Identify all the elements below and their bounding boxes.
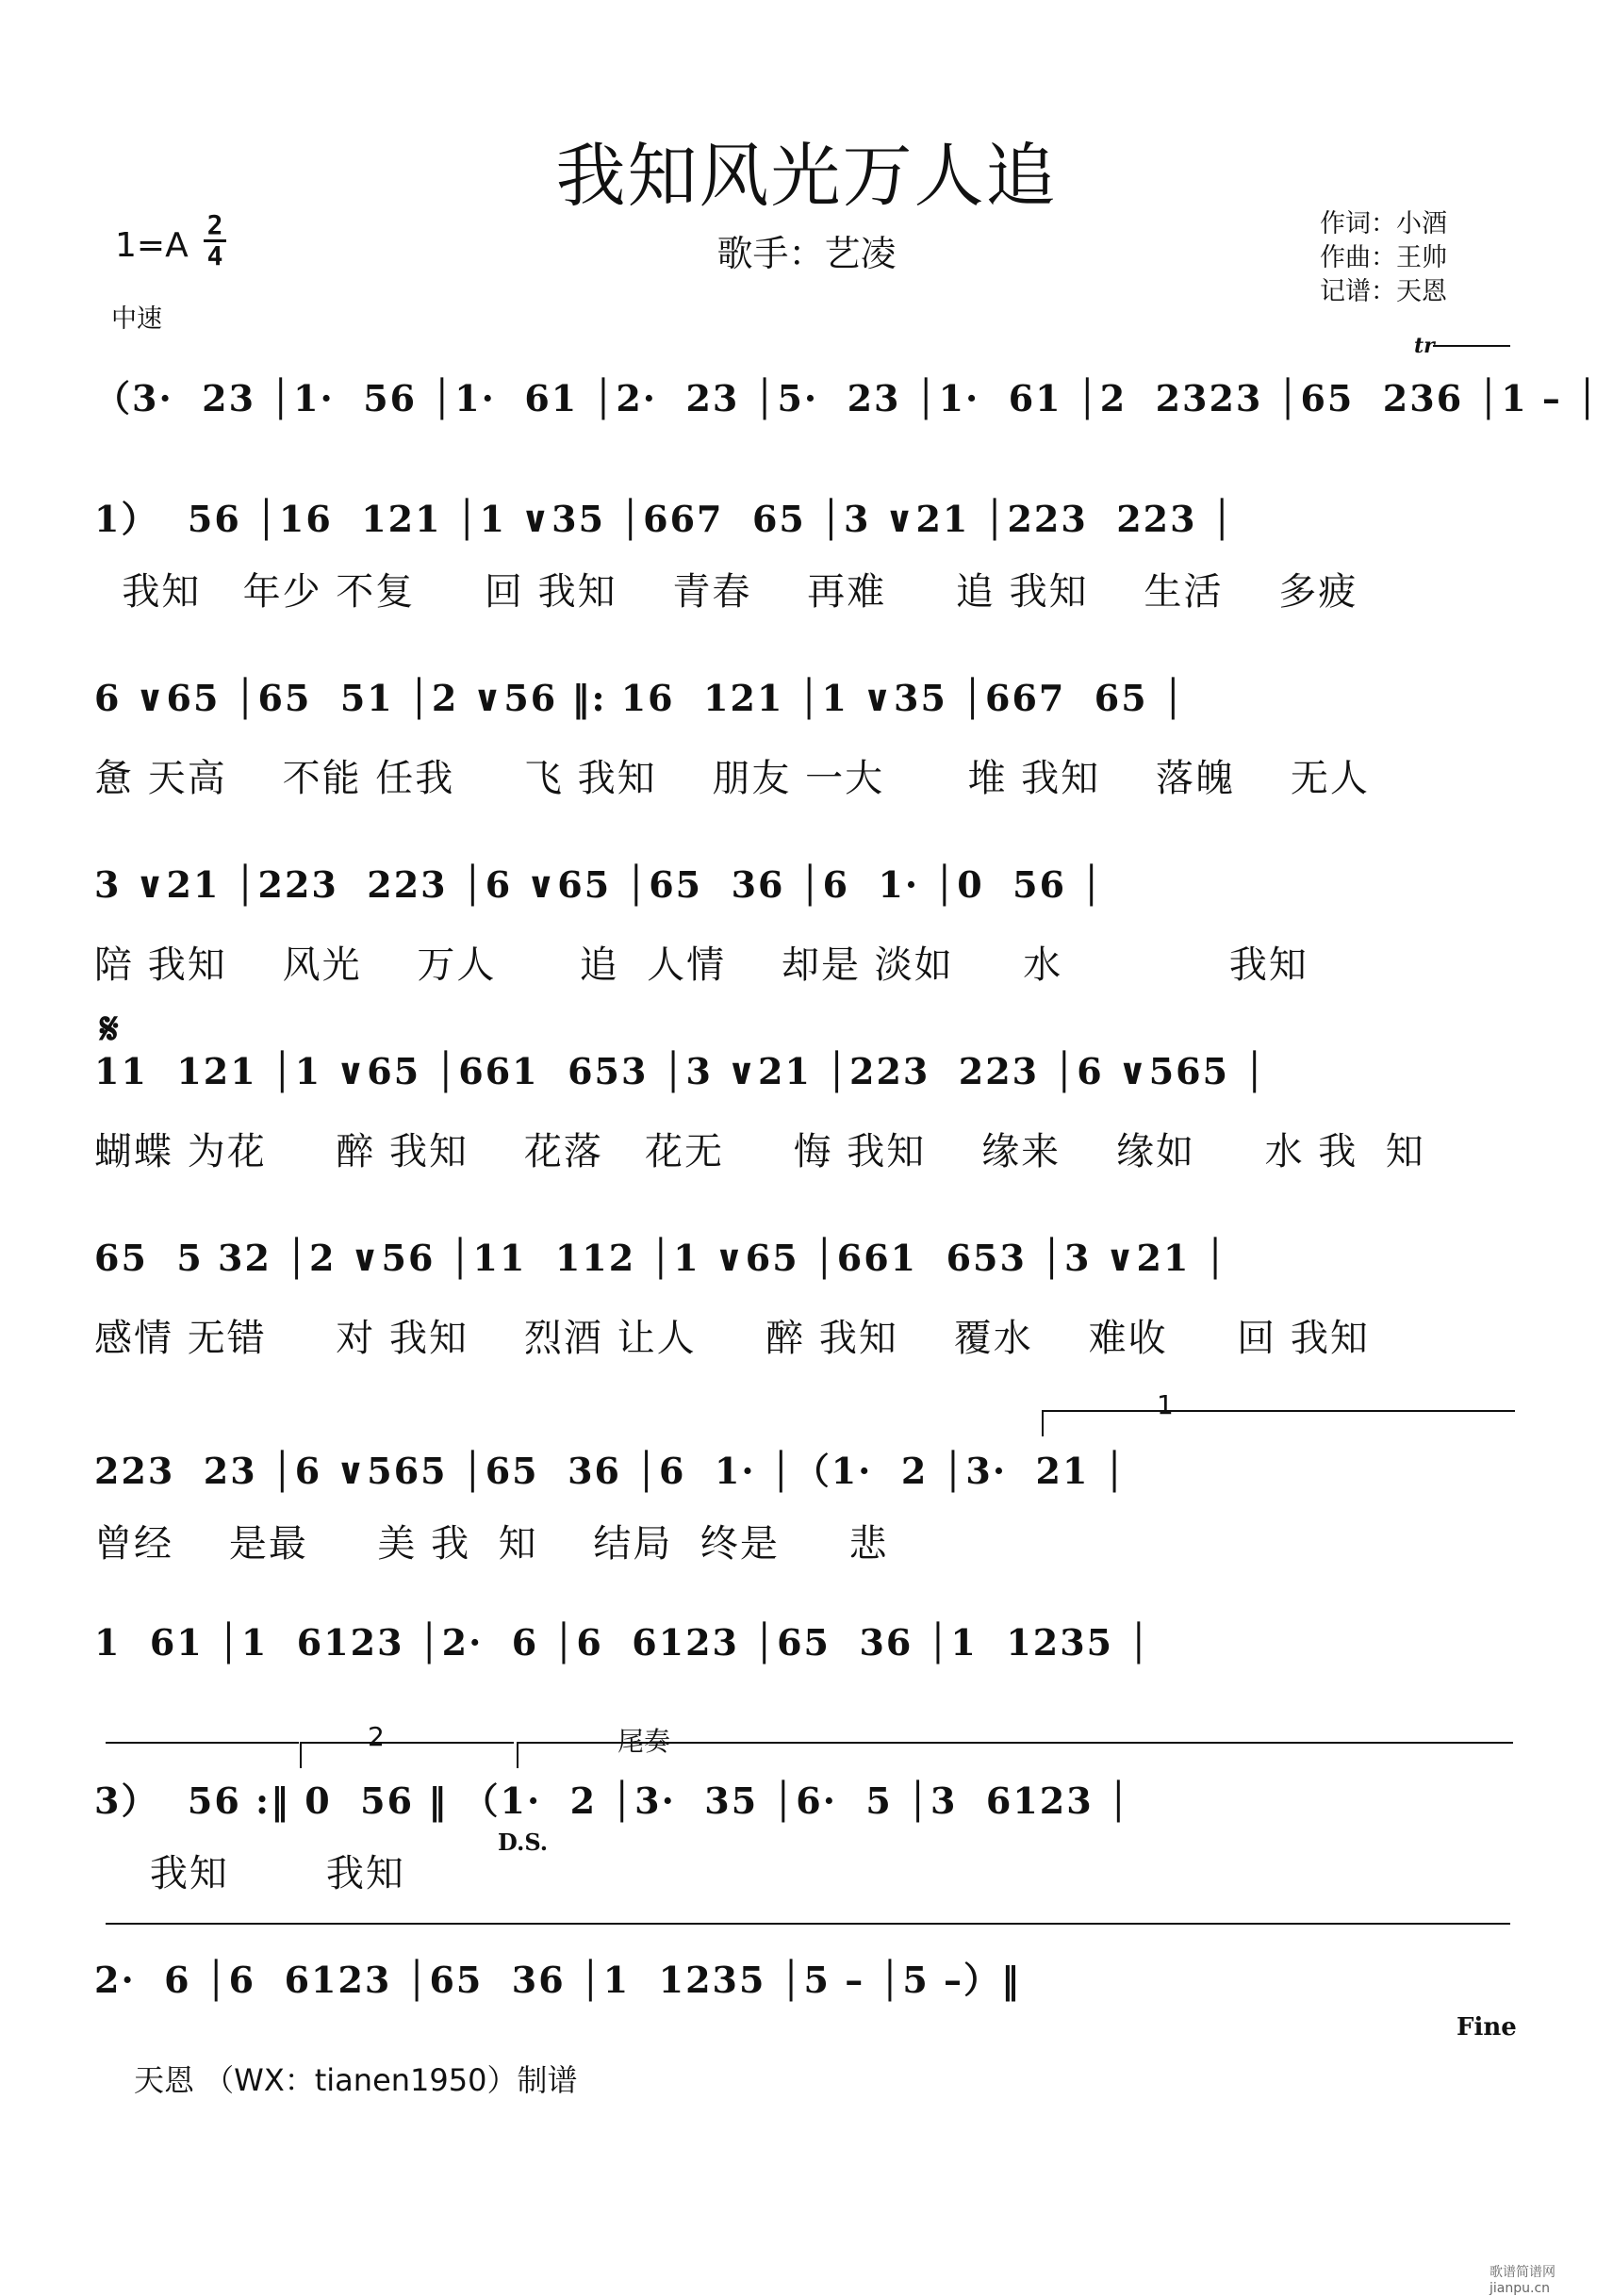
score-system-7 [94,1442,1518,1565]
lyric-line: 陪 我知 风光 万人 追 人情 却是 淡如 水 我知 [94,943,1309,987]
credits [1320,207,1447,309]
score-system-3 [94,677,1518,799]
lyric-line: 感情 无错 对 我知 烈酒 让人 醉 我知 覆水 难收 回 我知 [94,1317,1370,1360]
segno-sign: 𝄋 [100,1003,119,1054]
tempo-marking: 中速 [111,304,162,334]
staff-extension-line [106,1923,1510,1925]
score-system-6 [94,1237,1518,1359]
score-system-8 [94,1621,1518,1744]
notation-line: 65 5 32 │2 ∨56 │11 112 │1 ∨65 │661 653 │3 ∨21 │ [94,1237,1228,1279]
notation-line: 2· 6 │6 6123 │65 36 │1 1235 │5 – │5 –）‖ [94,1959,1021,2001]
score-system-10 [94,1951,1518,2074]
transcriber: 记谱：天恩 [1320,277,1447,306]
notation-line: 3 ∨21 │223 223 │6 ∨65 │65 36 │6 1· │0 56 │ [94,863,1105,906]
notation-line: （3· 23 │1· 56 │1· 61 │2· 23 │5· 23 │1· 61 │2 2323 │65 236 │1 – │ [94,377,1601,419]
song-title: 我知风光万人追 [555,136,1058,217]
volta-2-bracket [300,1721,514,1768]
notation-line: 223 23 │6 ∨565 │65 36 │6 1· │（1· 2 │3· 21 │ [94,1450,1127,1492]
notation-line: 11 121 │1 ∨65 │661 653 │3 ∨21 │223 223 │6 ∨565 │ [94,1050,1268,1092]
lyric-line: 我知 我知 [94,1852,405,1895]
notation-line: 6 ∨65 │65 51 │2 ∨56 ‖: 16 121 │1 ∨35 │667 65 │ [94,677,1186,719]
notation-line: 1 61 │1 6123 │2· 6 │6 6123 │65 36 │1 1235 │ [94,1621,1152,1664]
lyric-line: 我知 年少 不复 回 我知 青春 再难 追 我知 生活 多疲 [94,570,1358,614]
lyric-line: 惫 天高 不能 任我 飞 我知 朋友 一大 堆 我知 落魄 无人 [94,757,1370,800]
trill-extension-line [1433,345,1510,347]
score-system-2 [94,490,1518,613]
key-signature: 1=A [115,226,189,265]
lyric-line: 蝴蝶 为花 醉 我知 花落 花无 悔 我知 缘来 缘如 水 我 知 [94,1130,1425,1173]
volta-2-label: 2 [368,1721,385,1752]
arranger-credit: 天恩 （WX：tianen1950）制谱 [134,2062,578,2098]
watermark: 歌谱简谱网 jianpu.cn [1490,2265,1555,2296]
staff-extension-line [106,1742,299,1744]
notation-line: 1） 56 │16 121 │1 ∨35 │667 65 │3 ∨21 │223 223 │ [94,498,1235,540]
notation-line: 3） 56 :‖ 0 56 ‖ （1· 2 │3· 35 │6· 5 │3 6123 │ [94,1779,1131,1822]
fine-mark: Fine [1457,2013,1517,2042]
time-denominator: 4 [206,240,223,271]
ds-mark: D.S. [498,1829,549,1856]
composer: 作曲：王帅 [1320,243,1447,272]
lyric-line: 曾经 是最 美 我 知 结局 终是 悲 [94,1522,889,1566]
score-system-4 [94,863,1518,986]
score-system-1 [94,369,1601,492]
lyricist: 作词：小酒 [1320,209,1447,238]
time-numerator: 2 [206,209,223,240]
singer: 歌手：艺凌 [716,233,897,274]
volta-1-bracket [1042,1389,1515,1436]
score-system-9 [94,1772,1518,1894]
score-system-5 [94,1050,1518,1173]
trill-mark: tr [1414,334,1435,358]
volta-1-label: 1 [1157,1389,1174,1420]
time-signature [204,211,226,271]
outro-bracket [517,1726,1513,1768]
outro-label: 尾奏 [617,1726,671,1757]
